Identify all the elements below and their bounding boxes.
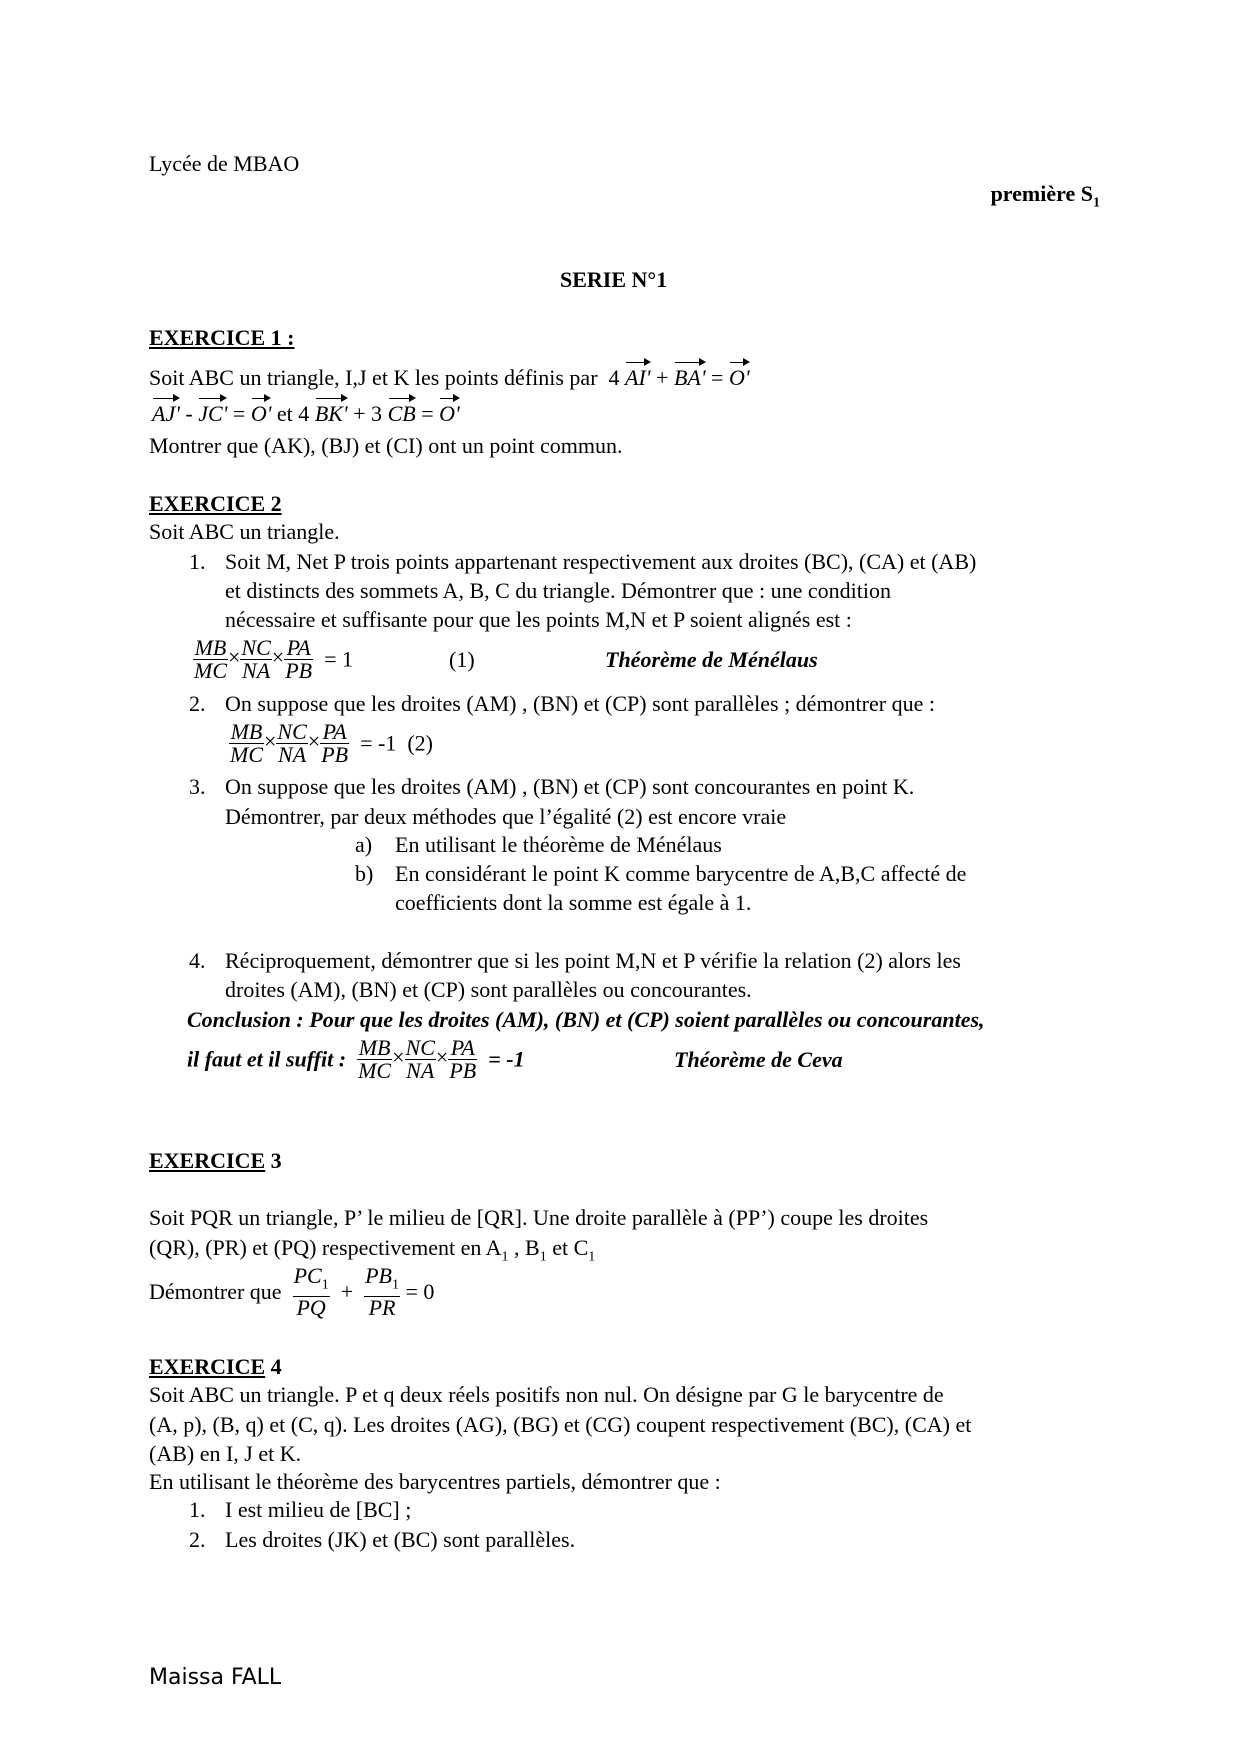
item-text: droites (AM), (BN) et (CP) sont parallèles ou concourantes.	[225, 977, 752, 1002]
rhs: = 0	[405, 1279, 435, 1305]
menelaus-theorem: Théorème de Ménélaus	[605, 647, 818, 672]
times: ×	[228, 644, 241, 670]
numerator: MB	[358, 1035, 391, 1060]
op: +	[656, 365, 669, 390]
ex1-line3: Montrer que (AK), (BJ) et (CI) ont un point commun.	[149, 433, 623, 458]
op: =	[711, 365, 724, 390]
denominator: NA	[406, 1058, 435, 1083]
denominator: NA	[242, 658, 271, 683]
vector-o: O'	[439, 401, 460, 426]
item-text: Démontrer, par deux méthodes que l’égalité (2) est encore vraie	[225, 804, 787, 829]
item-number: 2.	[189, 691, 206, 716]
numerator	[293, 1265, 330, 1297]
denominator: MC	[230, 742, 263, 767]
vector-ba: BA'	[673, 365, 706, 390]
denominator: PR	[368, 1295, 396, 1321]
fraction	[240, 637, 271, 682]
ex3-equation	[149, 1265, 434, 1319]
ex4-line: (AB) en I, J et K.	[149, 1441, 302, 1466]
vector-aj: AJ'	[152, 401, 180, 426]
fraction	[405, 1037, 436, 1082]
fraction	[293, 1265, 330, 1319]
ex1-line1	[149, 365, 750, 391]
class-sub: 1	[1093, 195, 1100, 211]
vector-bk: BK'	[314, 401, 348, 426]
equation-tag: (2)	[407, 730, 433, 756]
fraction	[357, 1037, 392, 1082]
fraction	[193, 637, 228, 682]
t: (QR), (PR) et (PQ) respectivement en A	[149, 1235, 502, 1260]
ex1-text: Soit ABC un triangle, I,J et K les points définis par	[149, 365, 598, 390]
vector-jc: JC'	[198, 401, 228, 426]
sub-text: En utilisant le théorème de Ménélaus	[395, 832, 722, 857]
op: =	[421, 401, 434, 426]
equation-tag: (1)	[449, 647, 475, 672]
denominator: PB	[449, 1058, 477, 1083]
fraction	[364, 1265, 400, 1319]
fraction	[448, 1037, 477, 1082]
numerator: MB	[194, 635, 227, 660]
ceva-equation	[187, 1037, 525, 1082]
coef: 4	[608, 365, 620, 390]
numerator: PA	[320, 721, 349, 744]
t: et C	[546, 1235, 589, 1260]
numerator: NC	[277, 719, 307, 744]
ex1-heading: EXERCICE 1 :	[149, 325, 295, 350]
numerator: PA	[448, 1037, 477, 1060]
equation-2	[229, 721, 433, 766]
item-text: Soit M, Net P trois points appartenant respectivement aux droites (BC), (CA) et (AB)	[225, 549, 977, 574]
demo-text: Démontrer que	[149, 1279, 282, 1305]
heading-text: EXERCICE	[149, 1148, 266, 1173]
s: 1	[321, 1277, 329, 1293]
item-text: Réciproquement, démontrer que si les point M,N et P vérifie la relation (2) alors les	[225, 948, 961, 973]
numerator: PA	[284, 637, 313, 660]
s: 1	[588, 1249, 596, 1265]
rhs: = 1	[324, 646, 354, 672]
s: 1	[392, 1277, 399, 1293]
item-number: 1.	[189, 549, 206, 574]
fraction	[276, 721, 307, 766]
vector-o: O'	[728, 365, 750, 390]
denominator: NA	[278, 742, 307, 767]
numerator: MB	[230, 719, 263, 744]
ex4-line: (A, p), (B, q) et (C, q). Les droites (AG), (BG) et (CG) coupent respectivement (BC), (CA) et	[149, 1412, 972, 1437]
ex1-line2	[152, 401, 460, 427]
ex2-heading: EXERCICE 2	[149, 491, 282, 516]
ex4-line: En utilisant le théorème des barycentres partiels, démontrer que :	[149, 1469, 721, 1494]
times: ×	[435, 1044, 449, 1070]
denominator: MC	[194, 658, 227, 683]
sub-text: coefficients dont la somme est égale à 1.	[395, 890, 752, 915]
t: PB	[365, 1263, 392, 1288]
item-text: On suppose que les droites (AM) , (BN) et (CP) sont parallèles ; démontrer que :	[225, 691, 935, 716]
ex4-heading	[149, 1354, 282, 1380]
vector-cb: CB	[387, 401, 416, 426]
item-number: 1.	[189, 1497, 206, 1522]
s: 1	[539, 1249, 547, 1265]
ceva-theorem: Théorème de Ceva	[674, 1047, 843, 1072]
denominator: MC	[358, 1058, 392, 1083]
denominator: PB	[285, 658, 313, 683]
times: ×	[392, 1044, 405, 1070]
series-title: SERIE N°1	[560, 267, 668, 292]
item-text: Les droites (JK) et (BC) sont parallèles.	[225, 1527, 576, 1552]
item-number: 3.	[189, 774, 206, 799]
op: -	[185, 401, 193, 426]
item-number: 2.	[189, 1527, 206, 1552]
ex3-line1: Soit PQR un triangle, P’ le milieu de [QR]. Une droite parallèle à (PP’) coupe les droites	[149, 1205, 929, 1230]
vector-ai: AI'	[625, 365, 651, 390]
denominator: PB	[321, 742, 349, 767]
fraction	[284, 637, 313, 682]
s: 1	[501, 1249, 509, 1265]
conclusion-condition: il faut et il suffit :	[187, 1046, 347, 1072]
author: Maissa FALL	[149, 1665, 282, 1690]
t: , B	[508, 1235, 540, 1260]
conclusion: Conclusion : Pour que les droites (AM), (BN) et (CP) soient parallèles ou concourantes,	[187, 1007, 985, 1032]
sub-label: b)	[355, 861, 374, 886]
sub-text: En considérant le point K comme barycentre de A,B,C affecté de	[395, 861, 967, 886]
item-text: On suppose que les droites (AM) , (BN) et (CP) sont concourantes en point K.	[225, 774, 915, 799]
ex4-line: Soit ABC un triangle. P et q deux réels positifs non nul. On désigne par G le barycentre de	[149, 1382, 944, 1407]
ex2-intro: Soit ABC un triangle.	[149, 519, 340, 544]
numerator: NC	[405, 1035, 435, 1060]
school-name: Lycée de MBAO	[149, 151, 300, 176]
op: =	[232, 401, 246, 426]
class-label	[991, 181, 1100, 216]
rhs: = -1	[488, 1046, 525, 1072]
rhs: = -1	[360, 730, 397, 756]
class-text: première S	[990, 181, 1093, 206]
item-text: I est milieu de [BC] ;	[225, 1497, 412, 1522]
t: PC	[293, 1263, 322, 1288]
fraction	[320, 721, 349, 766]
ex3-heading	[149, 1148, 282, 1174]
times: ×	[271, 644, 285, 670]
sub-label: a)	[355, 832, 373, 857]
op: + 3	[353, 401, 383, 426]
item-text: et distincts des sommets A, B, C du triangle. Démontrer que : une condition	[225, 578, 892, 603]
denominator: PQ	[296, 1295, 326, 1321]
heading-num: 3	[270, 1148, 282, 1173]
plus: +	[340, 1279, 354, 1305]
item-text: nécessaire et suffisante pour que les points M,N et P soient alignés est :	[225, 607, 852, 632]
fraction	[229, 721, 264, 766]
numerator: NC	[241, 635, 271, 660]
menelaus-equation	[193, 637, 353, 682]
vector-o: O'	[250, 401, 272, 426]
heading-num: 4	[270, 1354, 282, 1379]
item-number: 4.	[189, 948, 206, 973]
numerator	[364, 1265, 400, 1297]
op: et 4	[276, 401, 310, 426]
heading-text: EXERCICE	[149, 1354, 266, 1379]
times: ×	[307, 728, 321, 754]
times: ×	[264, 728, 277, 754]
